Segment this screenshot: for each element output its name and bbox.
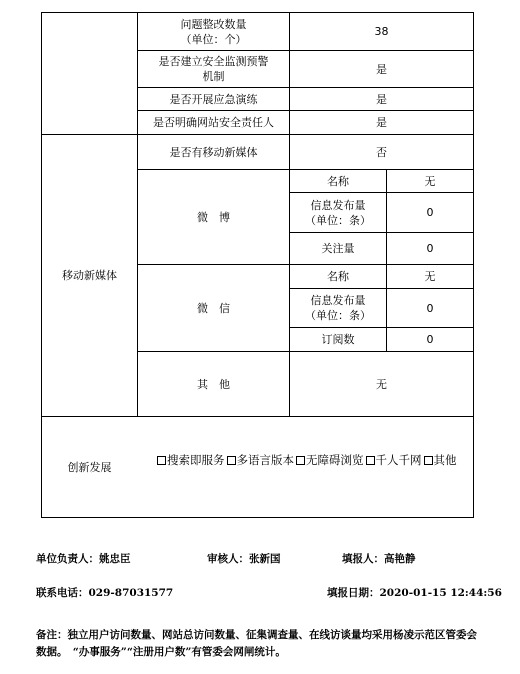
monitoring-label: 是否建立安全监测预警 机制 [158, 55, 269, 83]
option-accessibility[interactable]: 无障碍浏览 [294, 452, 364, 468]
filler: 填报人：高艳静 [342, 553, 416, 565]
has-mobile-label: 是否有移动新媒体 [169, 145, 258, 159]
option-multilingual[interactable]: 多语言版本 [225, 452, 295, 468]
checkbox[interactable] [424, 456, 433, 465]
responsible-label: 是否明确网站安全责任人 [153, 116, 274, 129]
weibo-name-value: 无 [424, 174, 436, 188]
table-rule [473, 12, 474, 518]
responsible-value: 是 [376, 116, 387, 129]
rectify-count-label: 问题整改数量 （单位：个） [180, 17, 247, 46]
weibo-follow-value: 0 [426, 242, 434, 255]
other-media-label: 其 他 [197, 377, 230, 391]
option-personalized[interactable]: 千人千网 [364, 452, 422, 468]
weibo-name-label: 名称 [327, 174, 349, 188]
weibo-follow-label: 关注量 [321, 242, 355, 255]
wechat-label: 微 信 [197, 301, 230, 315]
contact-phone: 联系电话：029-87031577 [36, 587, 174, 599]
weibo-posts-label: 信息发布量 （单位：条） [305, 198, 371, 227]
wechat-name-value: 无 [424, 270, 436, 283]
option-search-service[interactable]: 搜索即服务 [155, 452, 225, 468]
weibo-posts-value: 0 [426, 206, 434, 219]
wechat-subs-label: 订阅数 [321, 333, 355, 346]
drill-label: 是否开展应急演练 [169, 92, 258, 106]
rectify-count-value: 38 [374, 25, 389, 38]
report-table [41, 12, 474, 518]
weibo-label: 微 博 [197, 210, 230, 224]
mobile-section-label: 移动新媒体 [62, 269, 117, 282]
has-mobile-value: 否 [376, 145, 387, 159]
drill-value: 是 [376, 92, 387, 106]
innovation-label: 创新发展 [67, 460, 112, 474]
innovation-options [155, 452, 457, 468]
other-media-value: 无 [376, 377, 387, 391]
unit-head: 单位负责人：姚忠臣 [36, 553, 131, 565]
wechat-posts-label: 信息发布量 （单位：条） [305, 294, 371, 322]
checkbox[interactable] [366, 456, 375, 465]
wechat-subs-value: 0 [426, 333, 434, 346]
checkbox[interactable] [296, 456, 305, 465]
fill-date: 填报日期：2020-01-15 12:44:56 [327, 587, 502, 599]
reviewer: 审核人：张新国 [207, 553, 281, 565]
checkbox[interactable] [227, 456, 236, 465]
checkbox[interactable] [157, 456, 166, 465]
remark: 备注：独立用户访问数量、网站总访问数量、征集调查量、在线访谈量均采用杨凌示范区管委会数据。 “办事服务”“注册用户数”有管委会网闸统计。 [36, 629, 477, 658]
wechat-posts-value: 0 [426, 301, 434, 315]
wechat-name-label: 名称 [327, 270, 349, 283]
monitoring-value: 是 [376, 62, 387, 76]
table-rule [41, 517, 474, 518]
option-other[interactable]: 其他 [422, 452, 457, 468]
